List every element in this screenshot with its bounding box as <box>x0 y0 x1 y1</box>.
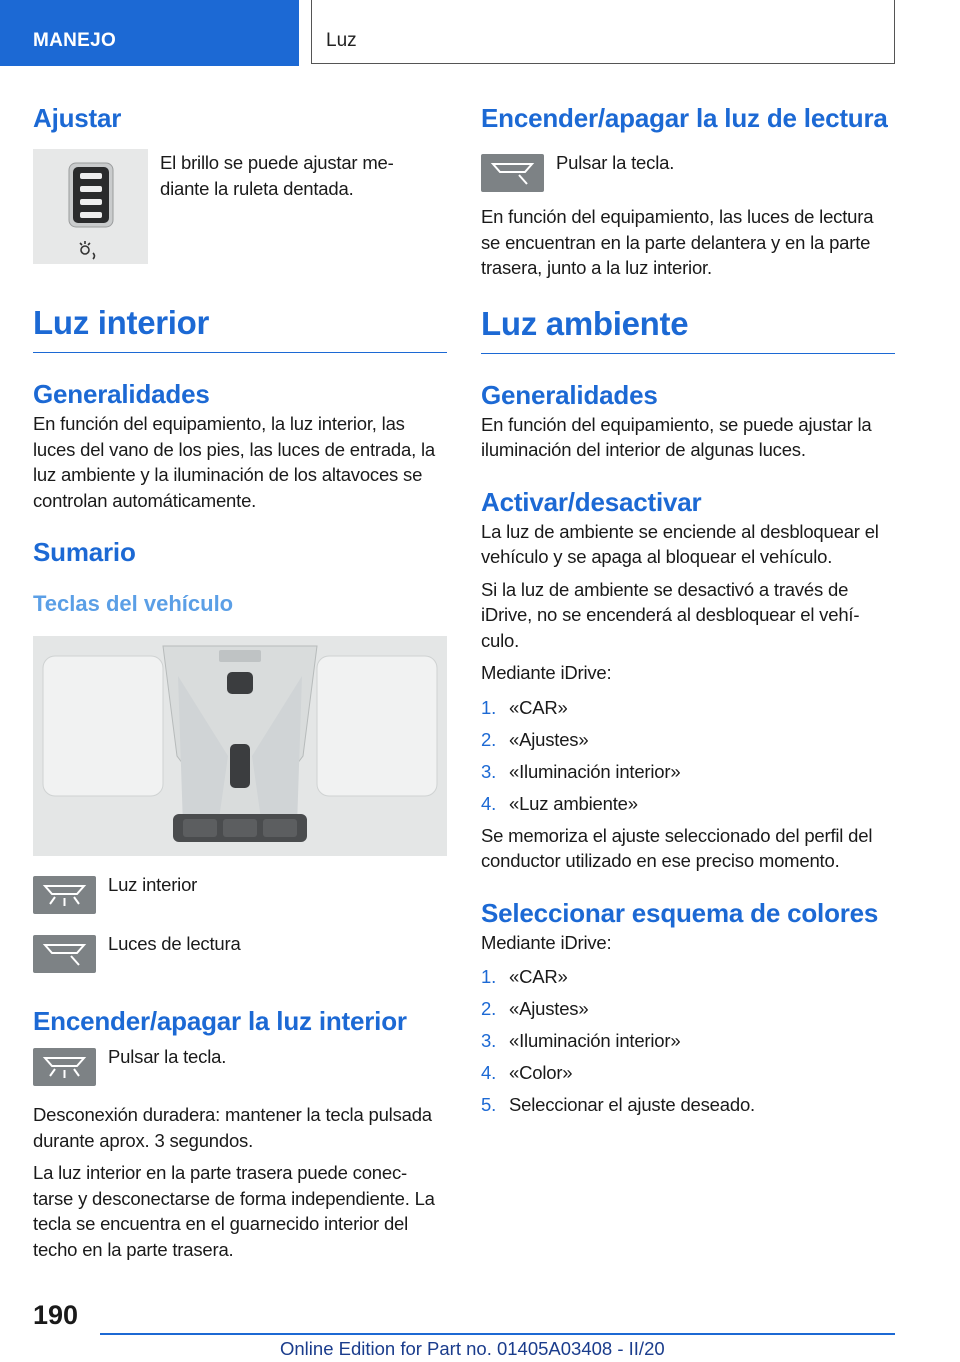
step-number: 2. <box>481 728 497 750</box>
step-text: «Iluminación interior» <box>509 760 681 782</box>
activar-p1: La luz de ambiente se enciende al desbloquear el vehículo y se apaga al bloquear el vehículo. <box>481 520 879 567</box>
header-chapter: Luz <box>326 30 357 51</box>
step-text: «Luz ambiente» <box>509 792 638 814</box>
step-number: 4. <box>481 792 497 814</box>
lectura-row <box>481 154 895 192</box>
sumario-heading: Sumario <box>33 537 136 567</box>
list-item <box>481 1060 895 1086</box>
colores-heading: Seleccionar esquema de colores <box>481 897 879 928</box>
colores-intro: Mediante iDrive: <box>481 931 612 953</box>
step-text: «Iluminación interior» <box>509 1030 681 1051</box>
roof-console-photo <box>33 636 447 856</box>
list-item <box>481 727 895 753</box>
interior-light-key-icon <box>33 1048 96 1086</box>
luz-interior-title: Luz interior <box>33 304 447 353</box>
summary-item-reading-label: Luces de lectura <box>108 933 241 954</box>
activar-heading: Activar/desactivar <box>481 486 702 517</box>
page-number: 190 <box>33 1300 79 1330</box>
encender-interior-pulsar: Pulsar la tecla. <box>108 1046 227 1067</box>
encender-interior-row <box>33 1048 447 1086</box>
step-text: «Color» <box>509 1062 573 1083</box>
generalidades-heading: Generalidades <box>33 379 210 409</box>
step-number: 4. <box>481 1062 497 1083</box>
thumbwheel-icon <box>33 149 148 264</box>
ajustar-text: El brillo se puede ajustar me- diante la ruleta dentada. <box>160 152 394 199</box>
step-number: 5. <box>481 1094 497 1115</box>
activar-p4: Se memoriza el ajuste seleccionado del perfil del conductor utilizado en ese preciso momento. <box>481 824 873 871</box>
step-number: 1. <box>481 696 497 718</box>
step-text: Seleccionar el ajuste deseado. <box>509 1094 755 1115</box>
step-text: «Ajustes» <box>509 728 589 750</box>
ajustar-row <box>33 149 447 264</box>
lectura-text: En función del equipamiento, las luces de lectura se encuentran en la parte delantera y en la parte trasera, junto a la luz interior. <box>481 206 874 278</box>
list-item <box>481 1028 895 1054</box>
list-item <box>481 759 895 785</box>
step-number: 2. <box>481 998 497 1019</box>
reading-light-icon <box>33 935 96 973</box>
colores-steps <box>481 964 895 1118</box>
summary-item-interior <box>33 876 447 914</box>
list-item <box>481 996 895 1022</box>
right-column <box>481 100 895 1124</box>
step-number: 1. <box>481 966 497 987</box>
list-item <box>481 1092 895 1118</box>
encender-interior-p2: La luz interior en la parte trasera puede conec-tarse y desconectarse de forma independiente. La tecla se encuentra en el guarnecido interior del techo en la parte trasera. <box>33 1162 435 1260</box>
luz-ambiente-title: Luz ambiente <box>481 305 895 354</box>
left-column <box>33 100 447 1262</box>
encender-interior-p1: Desconexión duradera: mantener la tecla pulsada durante aprox. 3 segundos. <box>33 1104 432 1151</box>
activar-steps <box>481 695 895 817</box>
activar-p3: Mediante iDrive: <box>481 662 612 683</box>
list-item <box>481 791 895 817</box>
encender-interior-heading: Encender/apagar la luz interior <box>33 1006 407 1036</box>
generalidades-text: En función del equipamiento, la luz interior, las luces del vano de los pies, las luces de entrada, la luz ambiente y la iluminación de los altavoces se controlan automáticamente. <box>33 413 435 511</box>
footer-divider <box>100 1333 895 1335</box>
ambiente-generalidades-heading: Generalidades <box>481 379 658 410</box>
step-number: 3. <box>481 760 497 782</box>
activar-p2: Si la luz de ambiente se desactivó a través de iDrive, no se encenderá al desbloquear el vehí-culo. <box>481 578 860 651</box>
step-text: «CAR» <box>509 966 568 987</box>
step-text: «CAR» <box>509 696 568 718</box>
lectura-heading: Encender/apagar la luz de lectura <box>481 103 888 133</box>
header-section-tab <box>0 0 299 66</box>
ajustar-heading: Ajustar <box>33 103 122 133</box>
header-section: MANEJO <box>33 30 117 51</box>
footer-edition: Online Edition for Part no. 01405A03408 - II/20 <box>280 1338 665 1359</box>
list-item <box>481 695 895 721</box>
step-text: «Ajustes» <box>509 998 589 1019</box>
list-item <box>481 964 895 990</box>
step-number: 3. <box>481 1030 497 1051</box>
lectura-pulsar: Pulsar la tecla. <box>556 152 675 173</box>
header-chapter-box <box>311 0 895 64</box>
ambiente-generalidades-text: En función del equipamiento, se puede ajustar la iluminación del interior de algunas luces. <box>481 413 872 460</box>
summary-item-reading <box>33 935 447 973</box>
reading-light-key-icon <box>481 154 544 192</box>
teclas-heading: Teclas del vehículo <box>33 591 234 616</box>
interior-light-icon <box>33 876 96 914</box>
summary-item-interior-label: Luz interior <box>108 874 198 895</box>
